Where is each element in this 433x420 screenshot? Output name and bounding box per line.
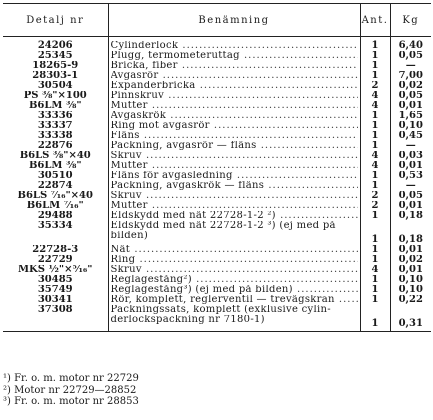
table-row <box>3 201 431 211</box>
part-number: 25345 <box>37 51 73 61</box>
weight-kg: 0,22 <box>390 295 431 305</box>
table-row <box>3 245 431 255</box>
quantity: 1 <box>360 51 390 61</box>
part-number: 30510 <box>37 171 73 181</box>
description-line: Mutter ..... <box>111 101 358 111</box>
description <box>108 111 360 121</box>
part-number: 22728-3 <box>32 245 79 255</box>
footnote-1: ¹) Fr. o. m. motor nr 22729 <box>3 373 139 384</box>
quantity: 2 <box>360 81 390 91</box>
table-row <box>3 181 431 191</box>
description <box>108 37 360 52</box>
table-row <box>3 305 431 332</box>
quantity: 4 <box>360 161 390 171</box>
quantity: 1 <box>360 285 390 295</box>
description-line: Skruv ..... <box>111 151 358 161</box>
quantity: 1 <box>360 131 390 141</box>
quantity: 1 <box>360 275 390 285</box>
part-number: B6LM ⅜" <box>28 101 82 111</box>
weight-kg: 0,01 <box>390 101 431 111</box>
description-line: Nät ..... <box>111 245 358 255</box>
quantity: 4 <box>360 151 390 161</box>
description <box>108 61 360 71</box>
description <box>108 305 360 332</box>
table-row <box>3 285 431 295</box>
table-row <box>3 91 431 101</box>
description-line: derlockspackning nr 7180-1) <box>110 315 265 325</box>
part-number: 22876 <box>37 141 73 151</box>
description <box>108 191 360 201</box>
description <box>108 141 360 151</box>
quantity: 4 <box>360 265 390 275</box>
weight-kg: — <box>390 61 431 71</box>
description-line: Pinnskruv ..... <box>111 91 358 101</box>
weight-kg: 0,45 <box>390 131 431 141</box>
description-line: Plugg, termometeruttag ..... <box>111 51 358 61</box>
table-header-row <box>3 4 431 37</box>
part-number: 33338 <box>37 131 73 141</box>
weight-kg: 0,03 <box>390 151 431 161</box>
description-line: Eldskydd med nät 22728-1-2 ²) ..... <box>111 211 358 221</box>
table-row <box>3 191 431 201</box>
weight-kg: 6,40 <box>390 37 431 52</box>
table-row <box>3 151 431 161</box>
weight-kg: 0,01 <box>390 161 431 171</box>
weight-kg: 0,01 <box>390 201 431 211</box>
table-row <box>3 37 431 52</box>
description <box>108 151 360 161</box>
table-row <box>3 131 431 141</box>
part-number: 35749 <box>37 285 73 295</box>
description <box>108 295 360 305</box>
description <box>108 161 360 171</box>
header-part-number: Detalj nr <box>3 4 108 37</box>
part-number: 18265-9 <box>32 61 79 71</box>
description <box>108 201 360 211</box>
table-row <box>3 141 431 151</box>
weight-kg: 0,05 <box>390 91 431 101</box>
weight-kg: 7,00 <box>390 71 431 81</box>
quantity: 1 <box>360 111 390 121</box>
description-line: Mutter ..... <box>111 161 358 171</box>
table-row <box>3 81 431 91</box>
quantity: 1 <box>360 211 390 221</box>
weight-kg: 0,10 <box>390 275 431 285</box>
quantity: 1 <box>360 171 390 181</box>
header-description: Benämning <box>108 4 360 37</box>
weight-kg: 0,18 <box>390 221 431 245</box>
description-line: Cylinderlock ..... <box>111 41 358 51</box>
quantity: 1 <box>360 255 390 265</box>
description-line: Skruv ..... <box>111 265 358 275</box>
table-row <box>3 211 431 221</box>
part-number: 30341 <box>37 295 73 305</box>
part-number: 33337 <box>37 121 73 131</box>
quantity: 1 <box>360 121 390 131</box>
part-number: 22874 <box>37 181 73 191</box>
part-number: 24206 <box>37 40 73 51</box>
weight-kg: 0,02 <box>390 255 431 265</box>
quantity: 4 <box>360 101 390 111</box>
table-row <box>3 221 431 245</box>
parts-table <box>3 3 431 332</box>
description <box>108 101 360 111</box>
description <box>108 255 360 265</box>
table-row <box>3 121 431 131</box>
quantity: 1 <box>360 37 390 52</box>
description <box>108 91 360 101</box>
table-row <box>3 61 431 71</box>
description <box>108 285 360 295</box>
quantity: 1 <box>360 141 390 151</box>
part-number: B6LS ⅜"×40 <box>19 151 91 161</box>
description <box>108 211 360 221</box>
description-line: Skruv ..... <box>111 191 358 201</box>
footnotes <box>3 373 423 408</box>
quantity: 2 <box>360 201 390 211</box>
description <box>108 51 360 61</box>
table-row <box>3 171 431 181</box>
description-line: Reglagestång³) (ej med på bilden) ..... <box>111 285 358 295</box>
part-number: 30485 <box>37 275 73 285</box>
part-number: 37308 <box>3 305 108 332</box>
description-line: Packning, avgaskrök — fläns ..... <box>111 181 358 191</box>
weight-kg: 0,31 <box>390 305 431 332</box>
description <box>108 181 360 191</box>
description-line: Bricka, fiber ..... <box>111 61 358 71</box>
table-row <box>3 255 431 265</box>
table-body <box>3 37 431 332</box>
weight-kg: 0,18 <box>390 211 431 221</box>
description-line: Expanderbricka ..... <box>111 81 358 91</box>
quantity: 1 <box>360 181 390 191</box>
description <box>108 265 360 275</box>
weight-kg: 0,02 <box>390 81 431 91</box>
footnote-3: ³) Fr. o. m. motor nr 28853 <box>3 396 139 407</box>
quantity: 4 <box>360 91 390 101</box>
description-line: Fläns för avgasledning ..... <box>111 171 358 181</box>
weight-kg: — <box>390 181 431 191</box>
part-number: 29488 <box>37 211 73 221</box>
weight-kg: 0,05 <box>390 51 431 61</box>
part-number: B6LS ⁷⁄₁₆"×40 <box>17 191 93 201</box>
quantity: 1 <box>360 71 390 81</box>
description <box>108 131 360 141</box>
part-number: 33336 <box>37 111 73 121</box>
description <box>108 71 360 81</box>
description <box>108 275 360 285</box>
part-number: PS ⅜"×100 <box>23 91 87 101</box>
quantity: 1 <box>360 295 390 305</box>
part-number: B6LM ⅜" <box>28 161 82 171</box>
weight-kg: 0,10 <box>390 121 431 131</box>
description-line: Mutter ..... <box>111 201 358 211</box>
description-line: Avgaskrök ..... <box>111 111 358 121</box>
description-line: bilden) <box>110 231 149 241</box>
table-row <box>3 111 431 121</box>
description-line: Rör, komplett, reglerventil — trevägskran ..... <box>111 295 358 305</box>
description-line: Reglagestång²) ..... <box>111 275 358 285</box>
header-quantity: Ant. <box>360 4 390 37</box>
description <box>108 245 360 255</box>
table-row <box>3 161 431 171</box>
table-row <box>3 275 431 285</box>
quantity: 2 <box>360 191 390 201</box>
description-line: Eldskydd med nät 22728-1-2 ³) (ej med på <box>110 221 336 231</box>
part-number: 28303-1 <box>32 71 79 81</box>
weight-kg: 0,53 <box>390 171 431 181</box>
description-line: Avgasrör ..... <box>111 71 358 81</box>
description-line: Ring ..... <box>111 255 358 265</box>
table-row <box>3 101 431 111</box>
header-weight: Kg <box>390 4 431 37</box>
quantity: 1 <box>360 61 390 71</box>
weight-kg: — <box>390 141 431 151</box>
table-row <box>3 71 431 81</box>
part-number: 30504 <box>37 81 73 91</box>
part-number: B6LM ⁷⁄₁₆" <box>26 201 84 211</box>
description <box>108 171 360 181</box>
description-line: Fläns ..... <box>111 131 358 141</box>
description-line: Ring mot avgasrör ..... <box>111 121 358 131</box>
weight-kg: 0,01 <box>390 265 431 275</box>
quantity: 1 <box>360 221 390 245</box>
description <box>108 81 360 91</box>
description-line: Packningssats, komplett (exklusive cylin- <box>110 305 331 315</box>
table-row <box>3 295 431 305</box>
weight-kg: 0,10 <box>390 285 431 295</box>
description <box>108 221 360 245</box>
weight-kg: 0,05 <box>390 191 431 201</box>
part-number: MKS ½"×⁵⁄₁₆" <box>17 265 93 275</box>
quantity: 1 <box>360 305 390 332</box>
part-number: 22729 <box>37 255 73 265</box>
weight-kg: 0,01 <box>390 245 431 255</box>
quantity: 1 <box>360 245 390 255</box>
table-row <box>3 265 431 275</box>
part-number: 35334 <box>37 221 73 231</box>
description <box>108 121 360 131</box>
description-line: Packning, avgasrör — fläns ..... <box>111 141 358 151</box>
weight-kg: 1,65 <box>390 111 431 121</box>
table-row <box>3 51 431 61</box>
footnote-2: ²) Motor nr 22729—28852 <box>3 384 137 396</box>
